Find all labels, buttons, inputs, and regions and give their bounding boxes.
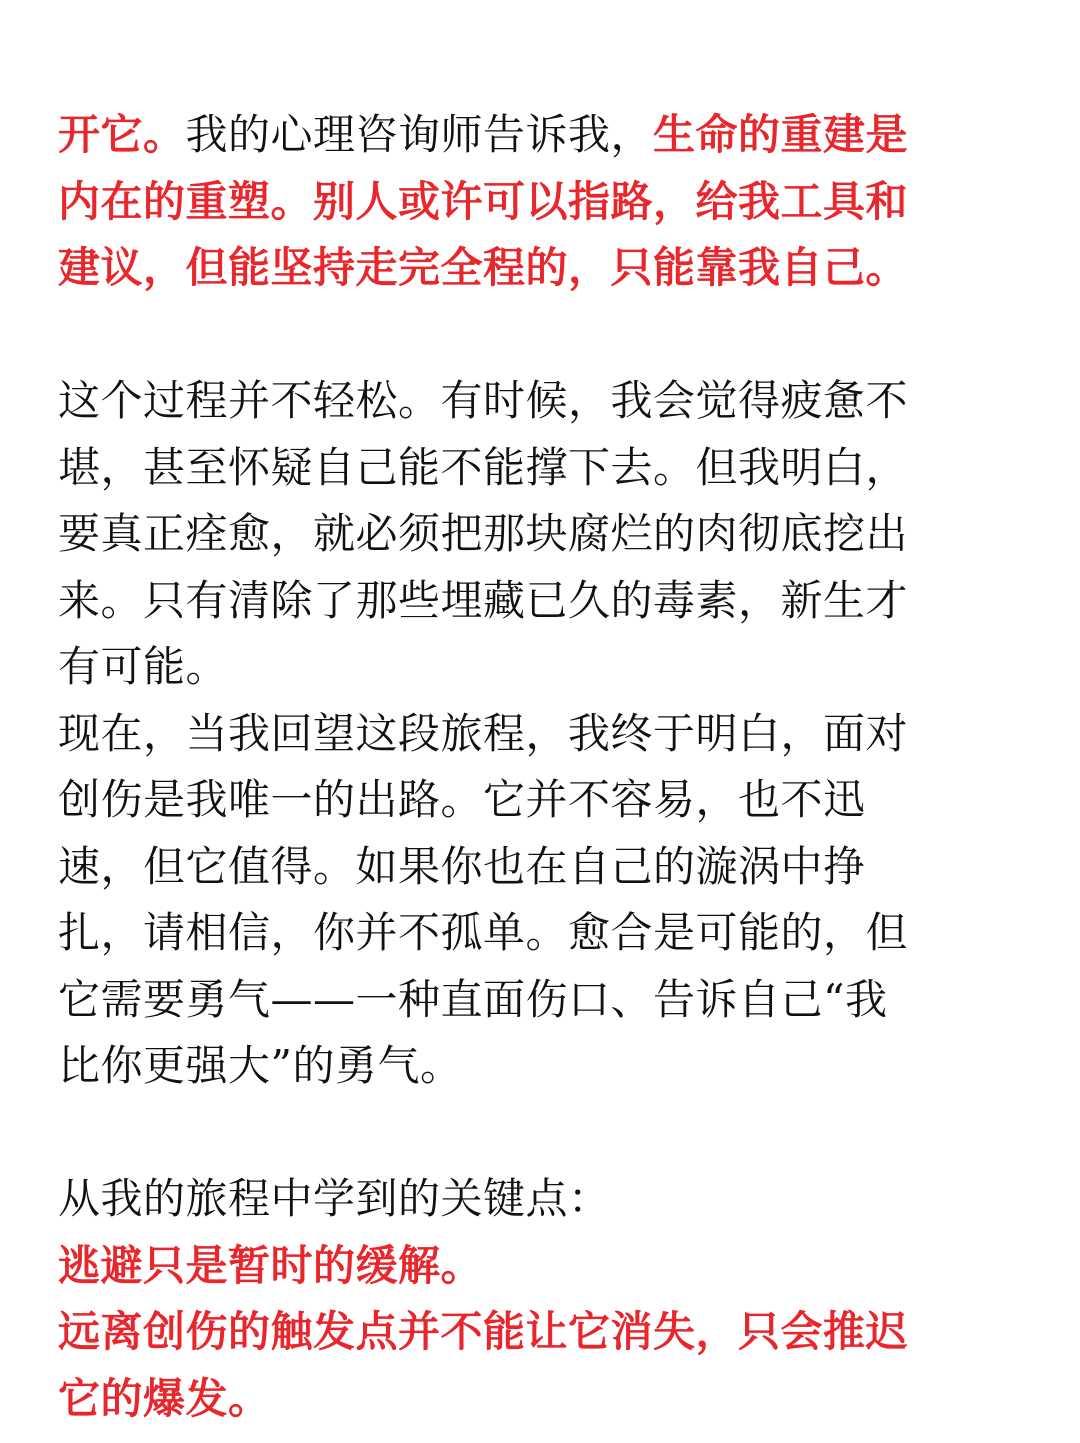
highlight-text: 开它。 — [58, 110, 186, 159]
text-line: 创伤是我唯一的出路。它并不容易，也不迅 — [58, 775, 866, 824]
paragraph-key-points — [58, 1166, 1018, 1432]
key-point-item: 远离创伤的触发点并不能让它消失，只会推迟 — [58, 1307, 909, 1356]
text-line: 这个过程并不轻松。有时候，我会觉得疲惫不 — [58, 376, 909, 425]
key-point-item: 它的爆发。 — [58, 1373, 271, 1423]
text-line — [58, 169, 1018, 236]
highlight-text: 建议，但能坚持走完全程的，只能靠我自己。 — [58, 243, 909, 292]
text-line: 速，但它值得。如果你也在自己的漩涡中挣 — [58, 841, 866, 891]
text-line: 要真正痊愈，就必须把那块腐烂的肉彻底挖出 — [58, 509, 909, 558]
highlight-text: 生命的重建是 — [653, 110, 909, 159]
key-points-heading: 从我的旅程中学到的关键点： — [58, 1174, 611, 1223]
text-line: 扎，请相信，你并不孤单。愈合是可能的，但 — [58, 908, 909, 957]
text-line: 有可能。 — [58, 642, 229, 691]
text-line: 比你更强大”的勇气。 — [58, 1041, 463, 1090]
article-body — [58, 102, 1018, 1432]
paragraph-gap — [58, 1100, 1018, 1167]
text-line: 它需要勇气——一种直面伤口、告诉自己“我 — [58, 974, 888, 1024]
highlight-text: 内在的重塑。别人或许可以指路，给我工具和 — [58, 176, 909, 226]
text-line: 来。只有清除了那些埋藏已久的毒素，新生才 — [58, 575, 909, 625]
paragraph-reflection — [58, 701, 1018, 1100]
paragraph-counselor — [58, 102, 1018, 302]
key-point-item: 逃避只是暂时的缓解。 — [58, 1240, 484, 1290]
text-line: 堪，甚至怀疑自己能不能撑下去。但我明白， — [58, 442, 909, 492]
text-line — [58, 235, 1018, 302]
text-line — [58, 102, 1018, 169]
text-line: 现在，当我回望这段旅程，我终于明白，面对 — [58, 708, 909, 758]
body-text: 我的心理咨询师告诉我， — [185, 110, 654, 159]
paragraph-process — [58, 368, 1018, 701]
paragraph-gap — [58, 302, 1018, 369]
